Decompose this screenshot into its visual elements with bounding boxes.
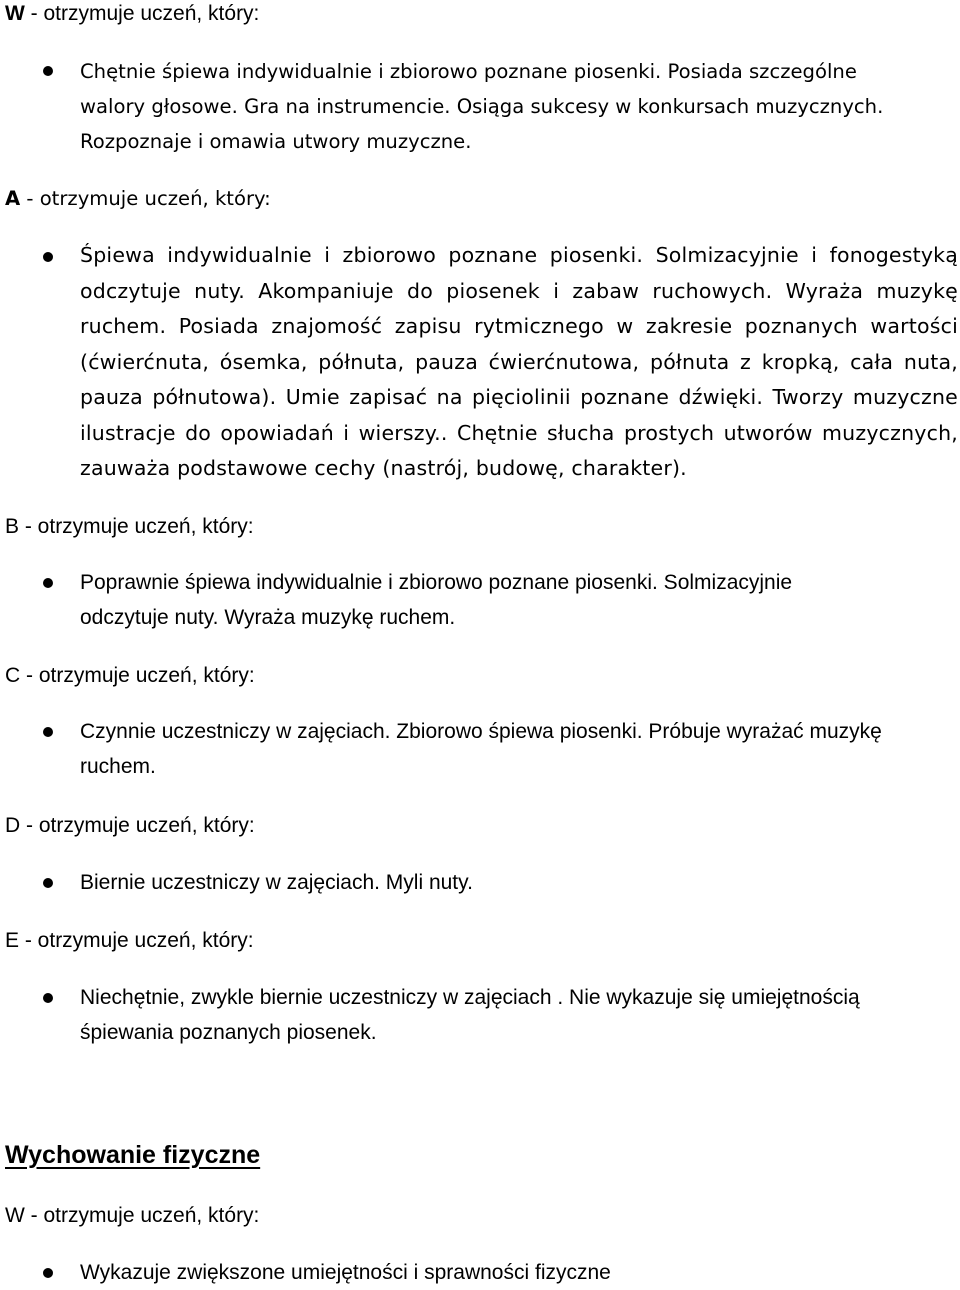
grade-e-criteria — [80, 980, 958, 1050]
bullet-icon — [43, 878, 53, 888]
criteria-line: Poprawnie śpiewa indywidualnie i zbiorowo poznane piosenki. Solmizacyjnie — [80, 571, 793, 594]
criteria-line: (ćwierćnuta, ósemka, półnuta, pauza ćwierćnutowa, półnuta z kropką, cała nuta, — [80, 349, 958, 374]
criteria-line: pauza półnutowa). Umie zapisać na pięciolinii poznane dźwięki. Tworzy muzyczne — [80, 385, 958, 409]
criteria-line: Śpiewa indywidualnie i zbiorowo poznane piosenki. Solmizacyjnie i fonogestyką — [80, 243, 958, 267]
criteria-line: zauważa podstawowe cechy (nastrój, budowę, charakter). — [80, 456, 687, 480]
bullet-icon — [43, 252, 53, 262]
grade-b-criteria — [80, 565, 958, 635]
criteria-line: Biernie uczestniczy w zajęciach. Myli nuty. — [80, 871, 473, 894]
grade-c-criteria — [80, 714, 958, 784]
criteria-line: Czynnie uczestniczy w zajęciach. Zbiorowo śpiewa piosenki. Próbuje wyrażać muzykę — [80, 720, 882, 743]
bullet-icon — [43, 993, 53, 1003]
section-heading-physical-education: Wychowanie fizyczne — [5, 1141, 261, 1169]
bullet-icon — [43, 578, 53, 588]
criteria-line: ruchem. Posiada znajomość zapisu rytmicznego w zakresie poznanych wartości — [80, 314, 958, 338]
criteria-line: Niechętnie, zwykle biernie uczestniczy w zajęciach . Nie wykazuje się umiejętnością — [80, 986, 860, 1009]
grade-b-label: B - otrzymuje uczeń, który: — [5, 515, 254, 538]
bullet-icon — [43, 66, 53, 76]
grade-w-label: W - otrzymuje uczeń, który: — [5, 2, 260, 25]
criteria-line: Rozpoznaje i omawia utwory muzyczne. — [80, 130, 472, 153]
criteria-line: odczytuje nuty. Wyraża muzykę ruchem. — [80, 606, 456, 629]
grade-c-label: C - otrzymuje uczeń, który: — [5, 664, 255, 687]
criteria-line: Chętnie śpiewa indywidualnie i zbiorowo poznane piosenki. Posiada szczególne — [80, 60, 857, 83]
pe-grade-w-label: W - otrzymuje uczeń, który: — [5, 1204, 260, 1227]
criteria-line: odczytuje nuty. Akompaniuje do piosenek i zabaw ruchowych. Wyraża muzykę — [80, 278, 958, 303]
criteria-line: śpiewania poznanych piosenek. — [80, 1021, 377, 1044]
pe-grade-w-criteria — [80, 1255, 958, 1290]
criteria-line: walory głosowe. Gra na instrumencie. Osiąga sukcesy w konkursach muzycznych. — [80, 95, 884, 118]
criteria-line: ilustracje do opowiadań i wierszy.. Chętnie słucha prostych utworów muzycznych, — [80, 420, 958, 445]
grade-a-criteria — [80, 238, 958, 487]
criteria-line: ruchem. — [80, 755, 156, 778]
grade-d-criteria — [80, 865, 958, 900]
bullet-icon — [43, 1268, 53, 1278]
bullet-icon — [43, 727, 53, 737]
grade-e-label: E - otrzymuje uczeń, który: — [5, 929, 254, 952]
criteria-line: Wykazuje zwiększone umiejętności i sprawności fizyczne — [80, 1261, 611, 1284]
grade-d-label: D - otrzymuje uczeń, który: — [5, 814, 255, 837]
grade-w-criteria — [80, 54, 958, 159]
grade-a-label: A - otrzymuje uczeń, który: — [5, 187, 271, 210]
